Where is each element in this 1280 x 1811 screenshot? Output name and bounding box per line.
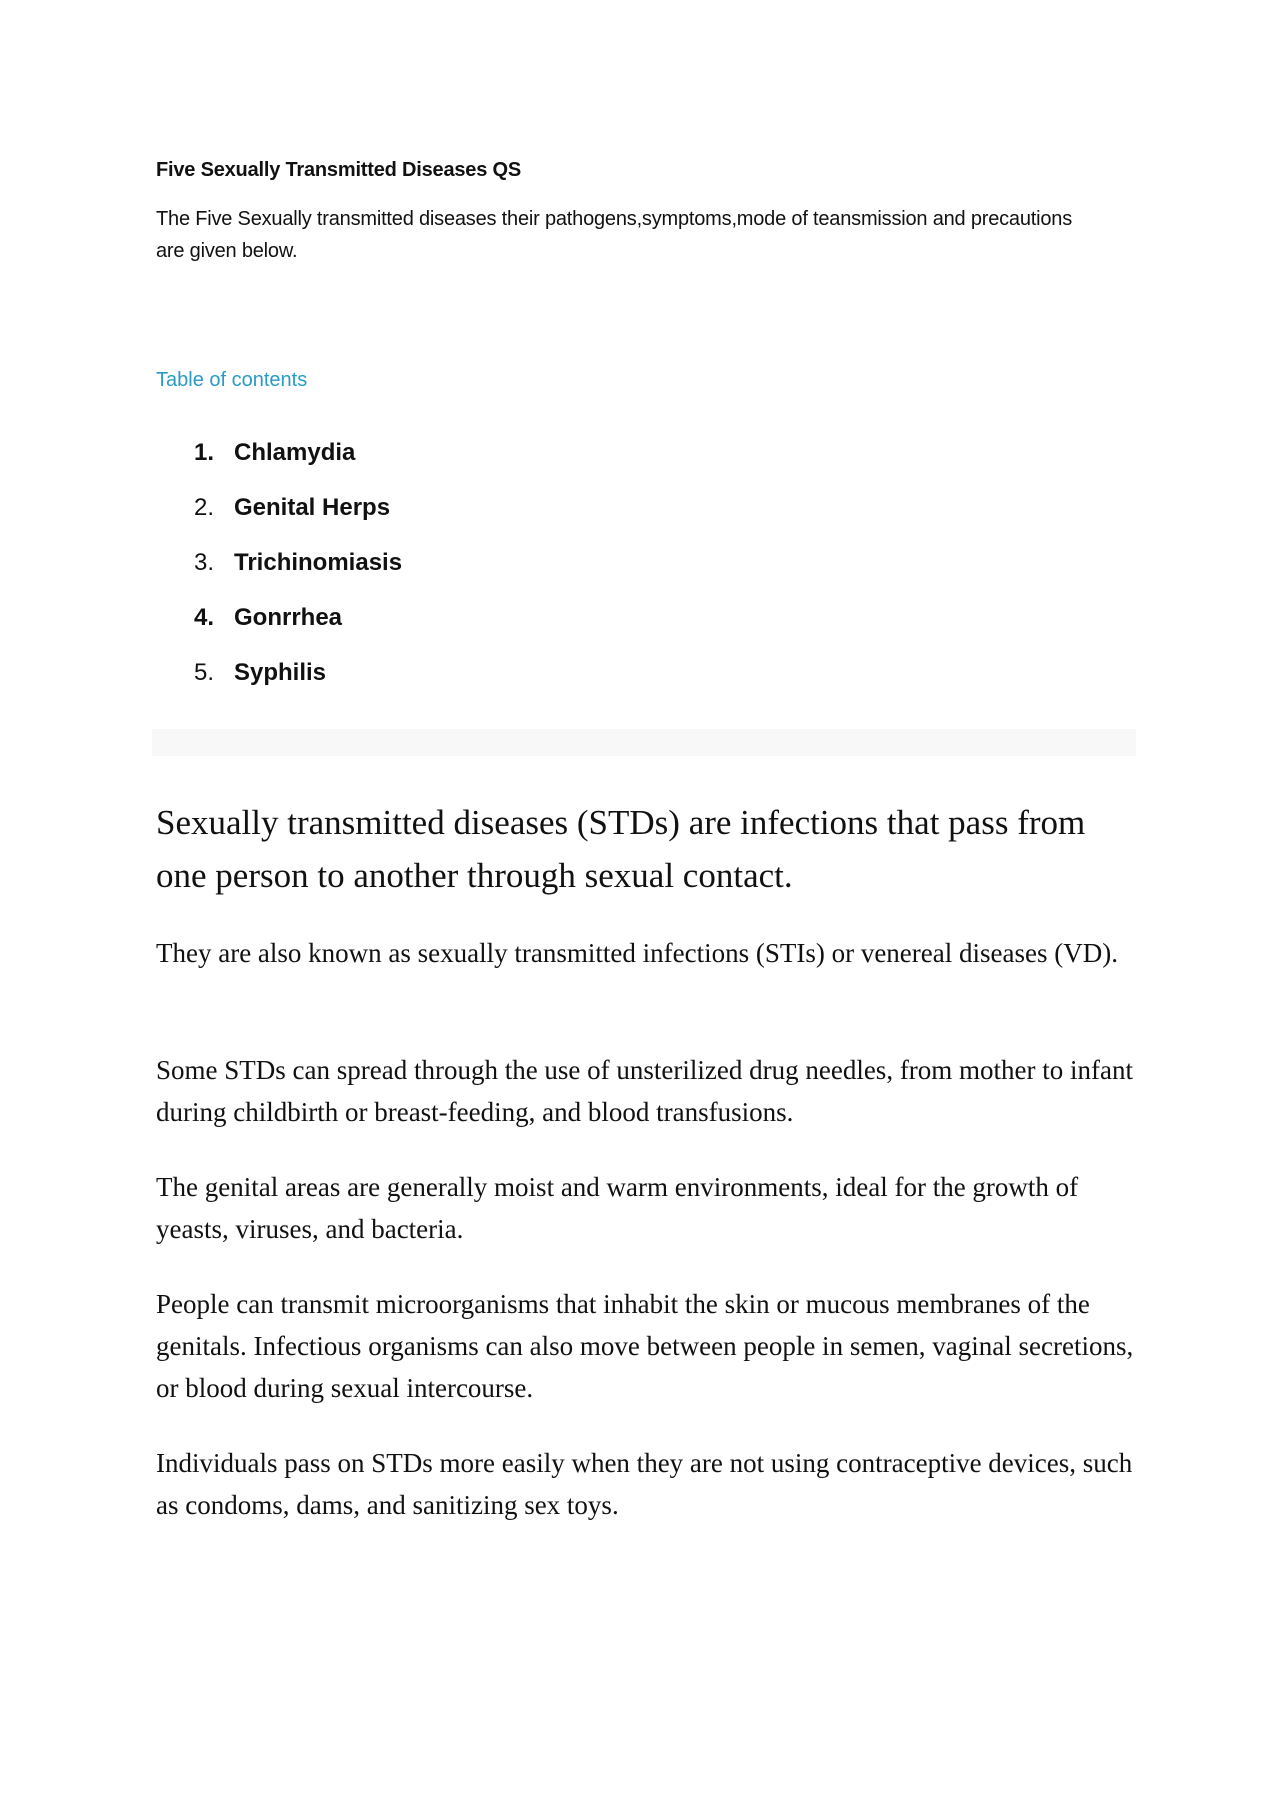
lead-paragraph: Sexually transmitted diseases (STDs) are infections that pass from one person to another through sexual contact. <box>156 803 1086 895</box>
toc-item-gonrrhea[interactable] <box>194 600 402 655</box>
document-title: Five Sexually Transmitted Diseases QS <box>156 159 522 181</box>
toc-link-genital-herps[interactable]: Genital Herps <box>234 494 391 521</box>
toc-link-chlamydia[interactable]: Chlamydia <box>234 439 356 466</box>
toc-link-gonrrhea[interactable]: Gonrrhea <box>234 604 343 631</box>
body-paragraph: They are also known as sexually transmitted infections (STIs) or venereal diseases (VD). <box>156 938 1118 968</box>
body-paragraph: Some STDs can spread through the use of unsterilized drug needles, from mother to infant during childbirth or breast-feeding, and blood transfusions. <box>156 1055 1134 1127</box>
body-paragraph: The genital areas are generally moist and warm environments, ideal for the growth of yeasts, viruses, and bacteria. <box>156 1172 1079 1244</box>
toc-item-trichinomiasis[interactable] <box>194 545 402 600</box>
toc-item-number: 1. <box>194 439 215 466</box>
body-paragraph: Individuals pass on STDs more easily when they are not using contraceptive devices, such as condoms, dams, and sanitizing sex toys. <box>156 1448 1133 1520</box>
toc-item-number: 3. <box>194 549 215 576</box>
intro-paragraph: The Five Sexually transmitted diseases their pathogens,symptoms,mode of teansmission and precautions are given below. <box>156 208 1073 262</box>
toc-heading: Table of contents <box>156 369 308 391</box>
section-divider <box>152 729 1136 756</box>
toc-link-trichinomiasis[interactable]: Trichinomiasis <box>234 549 403 576</box>
toc-list <box>194 435 402 710</box>
toc-item-number: 4. <box>194 604 215 631</box>
body-paragraph: People can transmit microorganisms that inhabit the skin or mucous membranes of the genitals. Infectious organisms can also move between people in semen, vaginal secretions, or blood during sexual intercourse. <box>156 1289 1134 1403</box>
toc-link-syphilis[interactable]: Syphilis <box>234 659 327 686</box>
toc-item-number: 2. <box>194 494 215 521</box>
toc-item-number: 5. <box>194 659 215 686</box>
toc-item-genital-herps[interactable] <box>194 490 402 545</box>
toc-item-chlamydia[interactable] <box>194 435 402 490</box>
toc-item-syphilis[interactable] <box>194 655 402 710</box>
